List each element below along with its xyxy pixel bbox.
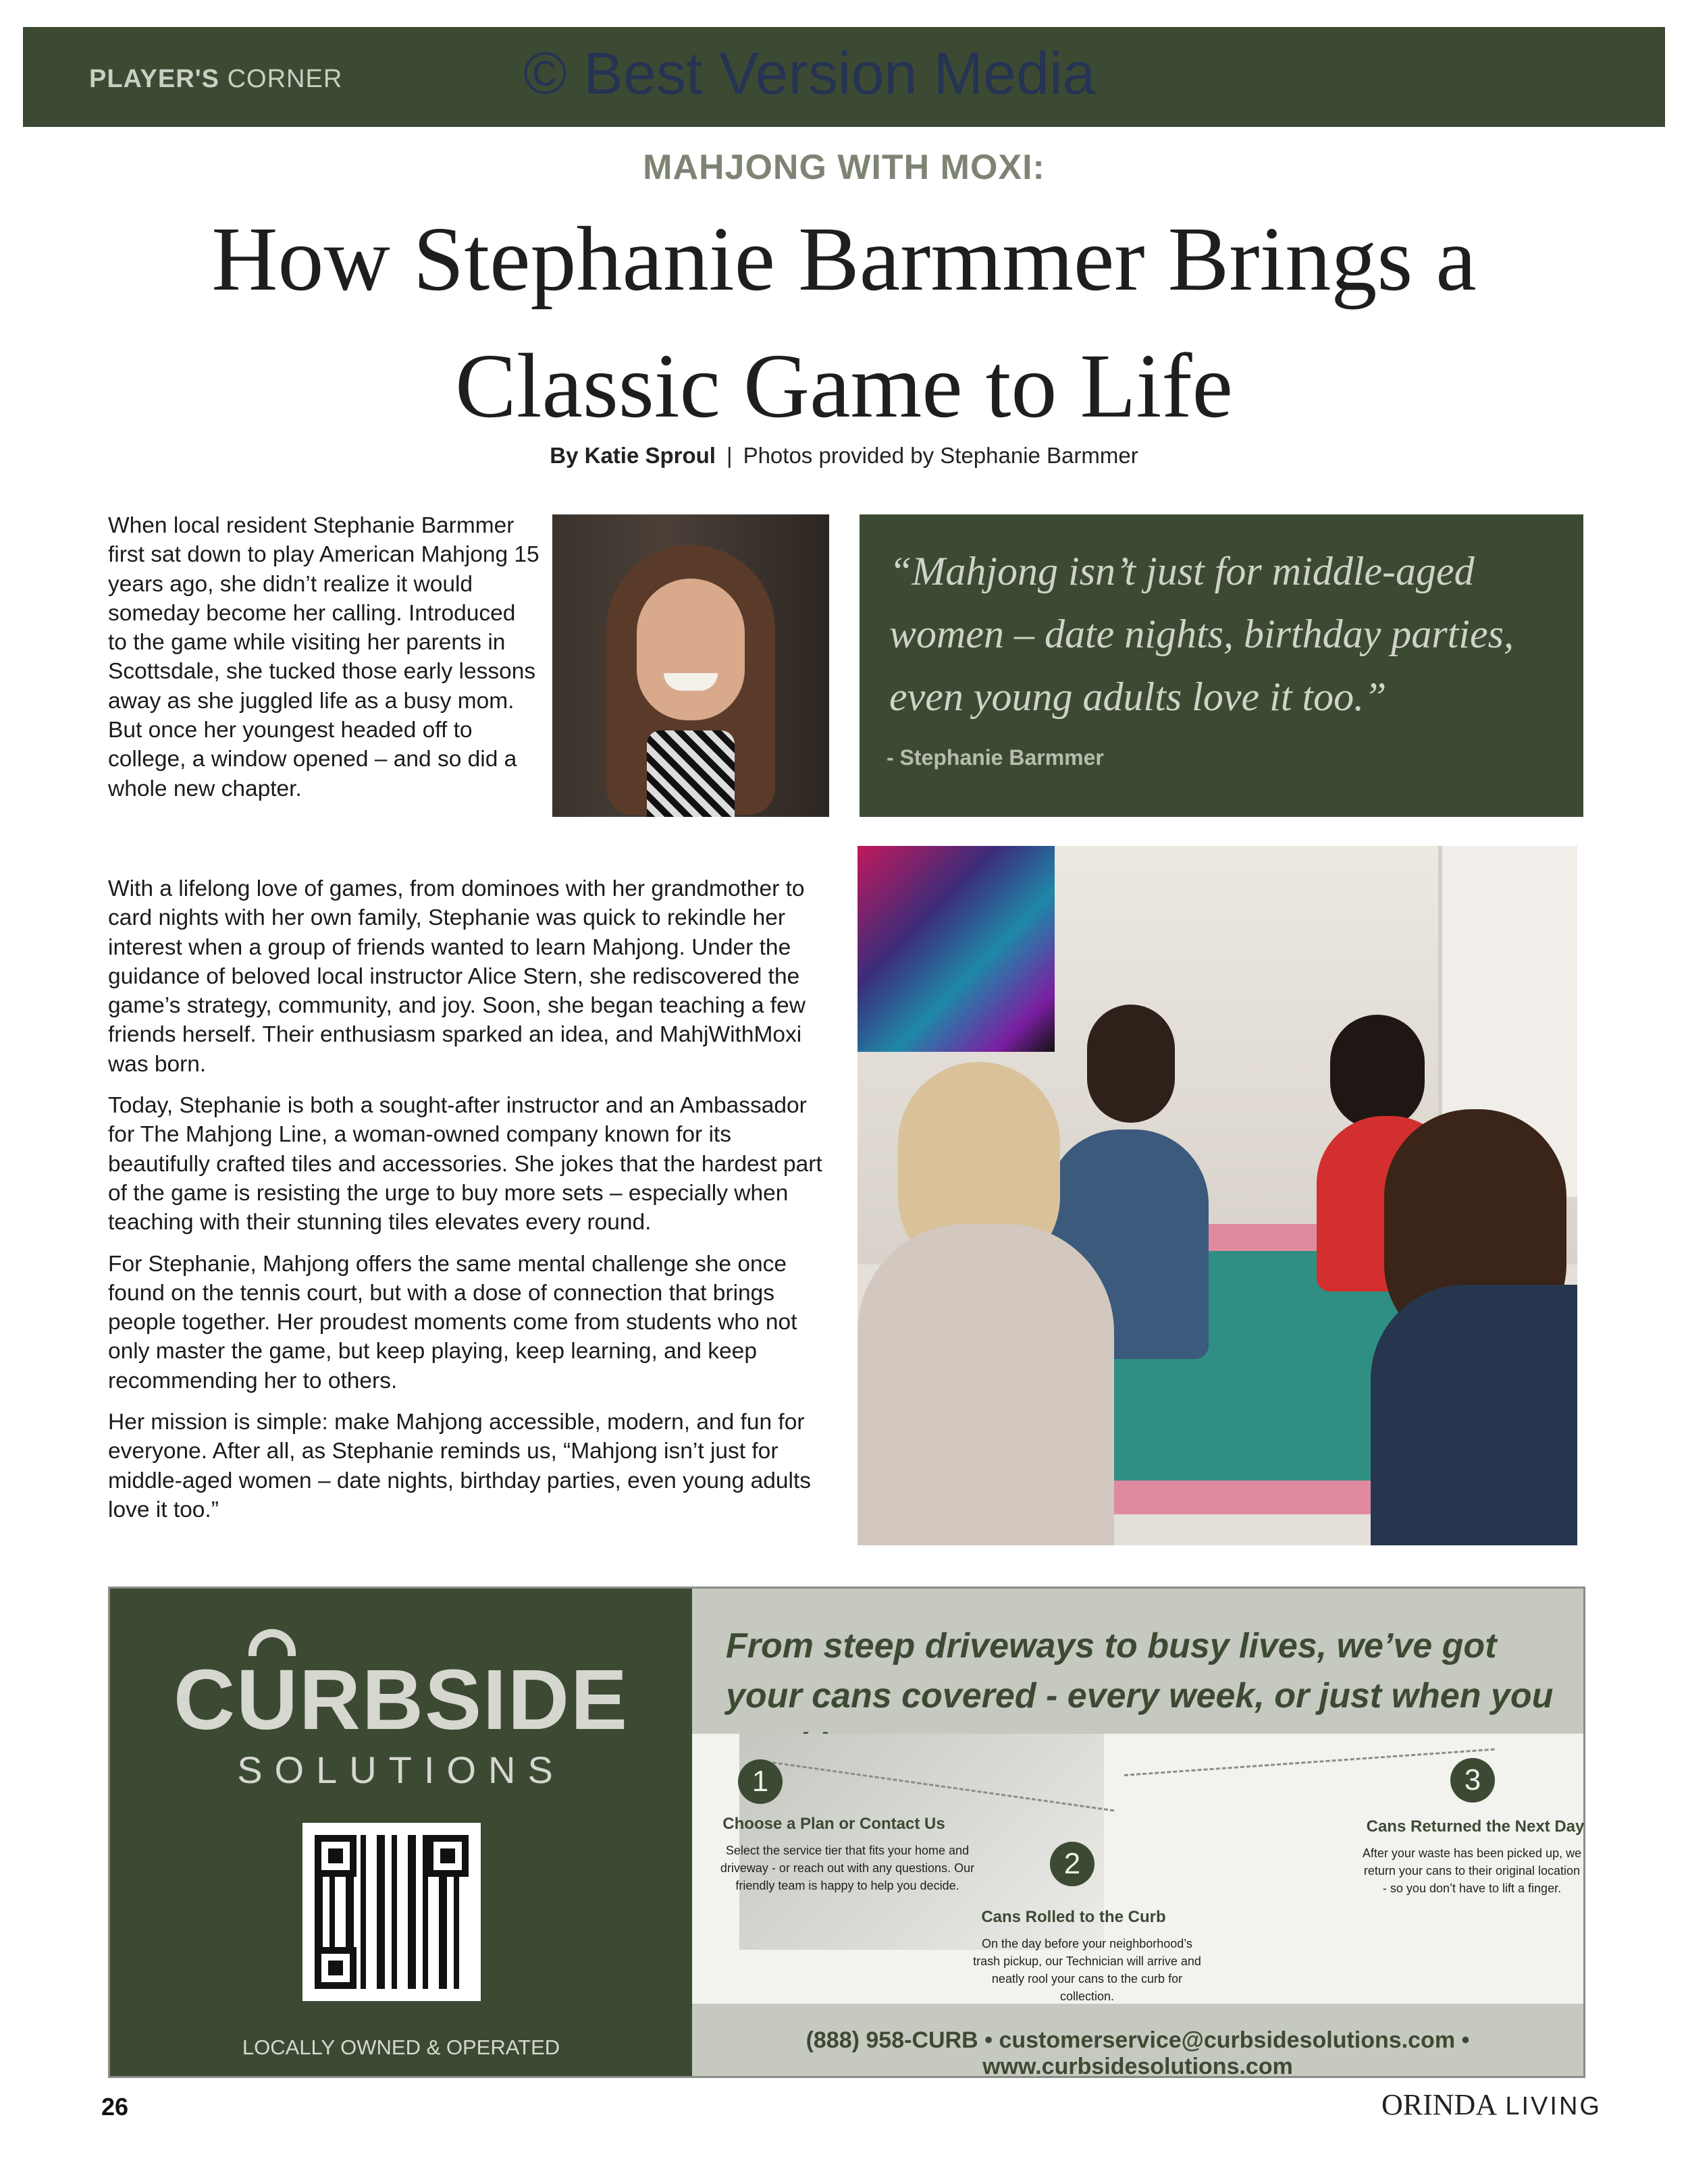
article-paragraph-2: With a lifelong love of games, from dominoes with her grandmother to card nights with her own family, Stephanie was quick to rekindle her interest when a group of friends wanted to learn Mahjong. Under the guidance of beloved local instructor Alice Stern, she rediscovered the game’s strategy, community, and joy. Soon, she began teaching a few friends herself. Their enthusiasm sparked an idea, and MahjWithMoxi was born.	[108, 876, 806, 1077]
step-2-title: Cans Rolled to the Curb	[981, 1908, 1166, 1926]
photo-player-1	[858, 1224, 1114, 1545]
step-1-number: 1	[738, 1759, 783, 1804]
photo-player-2-head	[1087, 1005, 1175, 1123]
pull-quote-author: - Stephanie Barmmer	[887, 745, 1104, 770]
ad-info-panel	[692, 1589, 1585, 2079]
photo-wall-art	[858, 846, 1055, 1052]
qr-finder-bottom-left	[315, 1947, 357, 1989]
photo-player-3-head	[1330, 1015, 1425, 1129]
byline-photo-credit: Photos provided by Stephanie Barmmer	[743, 443, 1138, 468]
brand-name: CURBSIDE	[173, 1652, 629, 1747]
publication-name	[1381, 2087, 1602, 2122]
ad-steps	[692, 1734, 1583, 2004]
portrait-face	[637, 579, 745, 720]
headline-line-1: How Stephanie Barmmer Brings a	[211, 209, 1477, 310]
step-1-title: Choose a Plan or Contact Us	[722, 1815, 945, 1833]
byline	[0, 443, 1688, 469]
step-2-number: 2	[1050, 1842, 1094, 1886]
step-1-description: Select the service tier that fits your home and driveway - or reach out with any questions. Our friendly team is happy to help you decide.	[720, 1844, 975, 1892]
article-paragraph-1: When local resident Stephanie Barmmer first sat down to play American Mahjong 15 years ago, she didn’t realize it would someday become her calling. Introduced to the game while visiting her parents in Scottsdale, she tucked those early lessons away as she juggled life as a busy mom. But once her youngest headed off to college, a window opened – and so did a whole new chapter.	[108, 513, 539, 801]
byline-author: By Katie Sproul	[550, 443, 716, 468]
qr-code-pattern	[315, 1835, 469, 1989]
pull-quote-box	[860, 514, 1583, 817]
article-paragraph-3: Today, Stephanie is both a sought-after instructor and an Ambassador for The Mahjong Line, a woman-owned company known for its beautifully crafted tiles and accessories. She jokes that the hardest part of the game is resisting the urge to buy more sets – especially when teaching with their stunning tiles elevates every round.	[108, 1093, 822, 1235]
portrait-collar	[647, 730, 735, 817]
article-headline	[68, 196, 1620, 450]
ad-brand-panel	[110, 1589, 692, 2076]
brand-subtitle: SOLUTIONS	[237, 1749, 565, 1791]
section-label-bold: PLAYER'S	[89, 65, 220, 93]
step-3-number: 3	[1450, 1758, 1495, 1803]
article-body-continued	[108, 874, 837, 1537]
curbside-advertisement	[108, 1587, 1585, 2078]
qr-finder-top-left	[315, 1835, 357, 1877]
qr-finder-top-right	[427, 1835, 469, 1877]
headline-line-2: Classic Game to Life	[455, 336, 1233, 437]
publication-name-b: LIVING	[1505, 2092, 1602, 2121]
mahjong-group-photo	[858, 846, 1577, 1545]
step-2-description: On the day before your neighborhood’s trash pickup, our Technician will arrive and neatly rool your cans to the curb for collection.	[973, 1937, 1201, 2003]
ad-tagline: From steep driveways to busy lives, we’ve got your cans covered - every week, or just when you	[726, 1626, 1554, 1715]
pull-quote-text: “Mahjong isn’t just for middle-aged women – date nights, birthday parties, even young adults love it too.”	[889, 549, 1514, 719]
step-3-description: After your waste has been picked up, we return your cans to their original location - so you don’t have to lift a finger.	[1362, 1846, 1582, 1895]
article-paragraph-4: For Stephanie, Mahjong offers the same mental challenge she once found on the tennis court, but with a dose of connection that brings people together. Her proudest moments come from students who not only master the game, but keep playing, keep learning, and keep recommending her to others.	[108, 1251, 797, 1393]
photo-player-4	[1371, 1285, 1577, 1545]
qr-code-icon[interactable]	[302, 1823, 481, 2001]
section-label-rest: CORNER	[227, 65, 343, 93]
byline-separator: |	[726, 443, 733, 468]
publication-name-a: ORINDA	[1381, 2088, 1498, 2121]
ad-contact-line: (888) 958-CURB • customerservice@curbsidesolutions.com • www.curbsidesolutions.com	[806, 2027, 1470, 2079]
page-number: 26	[101, 2093, 129, 2121]
locally-owned-label: LOCALLY OWNED & OPERATED	[242, 2035, 560, 2059]
article-paragraph-5: Her mission is simple: make Mahjong accessible, modern, and fun for everyone. After all, as Stephanie reminds us, “Mahjong isn’t just for middle-aged women – date nights, birthday parties, even young adults love it too.”	[108, 1410, 812, 1522]
section-label	[89, 65, 342, 94]
step-3-title: Cans Returned the Next Day	[1366, 1817, 1585, 1836]
article-kicker: MAHJONG WITH MOXI:	[643, 148, 1045, 187]
step-connector-2	[1124, 1749, 1495, 1776]
copyright-watermark: © Best Version Media	[523, 40, 1096, 107]
portrait-photo	[552, 514, 829, 817]
